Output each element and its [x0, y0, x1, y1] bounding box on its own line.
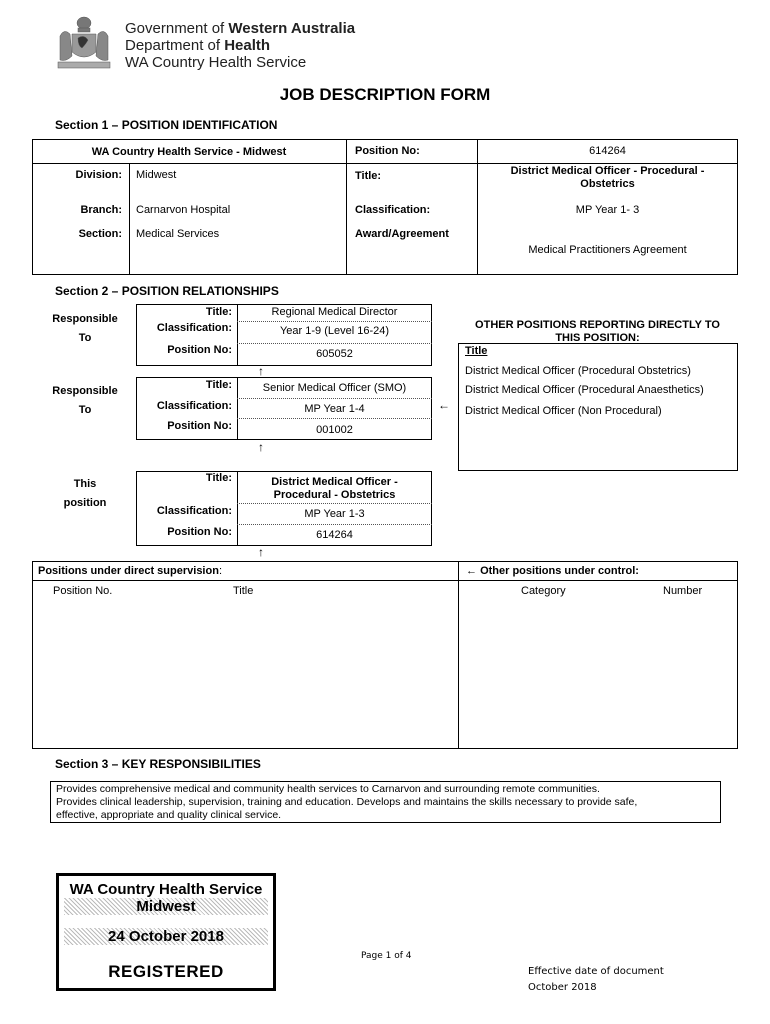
- box2-classification: MP Year 1-4: [304, 403, 365, 415]
- box1-position-no: 605052: [316, 348, 353, 360]
- other-position-item: District Medical Officer (Procedural Anaesthetics): [465, 384, 704, 396]
- up-arrow-icon: ↑: [258, 440, 264, 454]
- box3-title-label: Title:: [205, 472, 232, 484]
- box3-position-no: 614264: [316, 529, 353, 541]
- crest-logo: [52, 14, 116, 72]
- key-responsibilities-text: Provides comprehensive medical and community health services to Carnarvon and surrounding remote communities. Provides clinical leadership, supervision, training and education. Develops and maintains the skills necessary to provide safe, effective, appropriate and quality clinical service.: [56, 783, 638, 821]
- section2-heading: Section 2 – POSITION RELATIONSHIPS: [55, 284, 279, 298]
- title-label: Title:: [355, 170, 382, 182]
- box1-classification-label: Classification:: [156, 322, 232, 334]
- service-line: WA Country Health Service: [125, 54, 307, 71]
- position-no-label: Position No:: [355, 145, 420, 157]
- responsible-to-1: Responsible To: [52, 313, 118, 344]
- box3-classification-label: Classification:: [156, 505, 232, 517]
- box2-position-no-label: Position No:: [167, 420, 232, 432]
- stamp-org-line2: Midwest: [64, 898, 268, 915]
- box2-position-no: 001002: [316, 424, 353, 436]
- box1-title-label: Title:: [205, 306, 232, 318]
- box2-classification-label: Classification:: [156, 400, 232, 412]
- title-value-line1: District Medical Officer - Procedural -: [510, 165, 705, 177]
- effective-date-value: October 2018: [528, 982, 597, 993]
- position-no-value: 614264: [589, 145, 626, 157]
- box2-title-label: Title:: [205, 379, 232, 391]
- left-arrow-icon: ←: [438, 398, 450, 412]
- title-value-line2: Obstetrics: [580, 178, 635, 190]
- section1-heading: Section 1 – POSITION IDENTIFICATION: [55, 118, 278, 132]
- other-position-item: District Medical Officer (Procedural Obstetrics): [465, 365, 691, 377]
- award-value: Medical Practitioners Agreement: [528, 244, 687, 256]
- service-name: WA Country Health Service - Midwest: [91, 146, 287, 158]
- gov-line: Government of Western Australia: [125, 20, 356, 37]
- number-column-header: Number: [663, 585, 703, 597]
- responsible-to-2: Responsible To: [52, 385, 118, 416]
- supervision-table: [32, 561, 738, 749]
- other-positions-heading: OTHER POSITIONS REPORTING DIRECTLY TO THIS POSITION:: [475, 319, 720, 344]
- category-column-header: Category: [521, 585, 566, 597]
- branch-label: Branch:: [80, 204, 122, 216]
- up-arrow-icon: ↑: [258, 545, 264, 559]
- stamp-org-line1: WA Country Health Service: [69, 881, 263, 898]
- box3-position-no-label: Position No:: [167, 526, 232, 538]
- box3-classification: MP Year 1-3: [304, 508, 365, 520]
- effective-date-label: Effective date of document: [528, 966, 664, 977]
- stamp-date: 24 October 2018: [64, 928, 268, 945]
- section-label: Section:: [78, 228, 122, 240]
- position-no-column-header: Position No.: [53, 585, 113, 597]
- division-label: Division:: [75, 169, 122, 181]
- division-value: Midwest: [136, 169, 177, 181]
- box1-classification: Year 1-9 (Level 16-24): [279, 325, 390, 337]
- other-title-label: Title: [465, 345, 488, 357]
- this-position-label: This position: [63, 478, 107, 509]
- up-arrow-icon: ↑: [258, 364, 264, 378]
- classification-value: MP Year 1- 3: [575, 204, 640, 216]
- stamp-status: REGISTERED: [108, 962, 224, 981]
- branch-value: Carnarvon Hospital: [136, 204, 231, 216]
- page-number: Page 1 of 4: [361, 951, 412, 961]
- left-arrow-icon: ←: [466, 565, 477, 577]
- box3-title: District Medical Officer - Procedural - Obstetrics: [271, 476, 398, 501]
- award-label: Award/Agreement: [355, 228, 449, 240]
- supervision-label: Positions under direct supervision:: [38, 565, 222, 577]
- section-value: Medical Services: [136, 228, 220, 240]
- dept-line: Department of Health: [125, 37, 271, 54]
- box1-title: Regional Medical Director: [271, 306, 398, 318]
- section3-heading: Section 3 – KEY RESPONSIBILITIES: [55, 757, 261, 771]
- other-position-item: District Medical Officer (Non Procedural): [465, 405, 662, 417]
- box1-position-no-label: Position No:: [167, 344, 232, 356]
- title-column-header: Title: [233, 585, 254, 597]
- other-control-label: ← Other positions under control:: [466, 565, 639, 577]
- box2-title: Senior Medical Officer (SMO): [262, 382, 407, 394]
- page-title: JOB DESCRIPTION FORM: [279, 85, 491, 104]
- classification-label: Classification:: [355, 204, 431, 216]
